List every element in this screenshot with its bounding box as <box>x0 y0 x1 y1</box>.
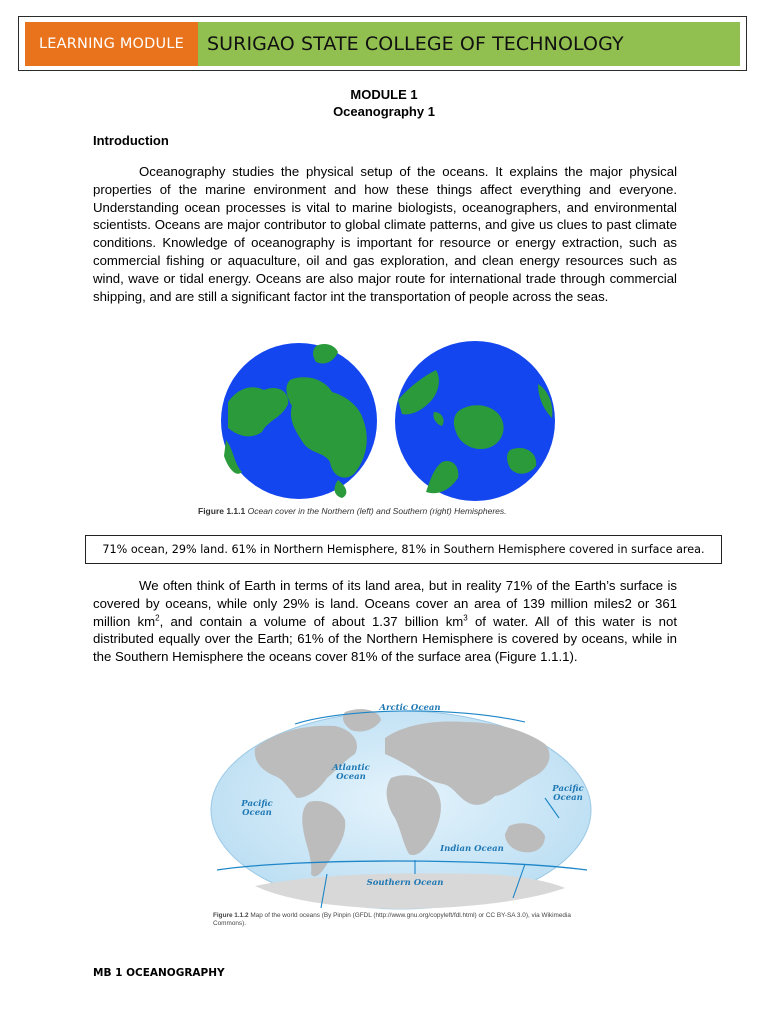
figure-caption-text: Ocean cover in the Northern (left) and Southern (right) Hemispheres. <box>247 506 507 516</box>
figure-caption-1-1-2 <box>213 912 603 928</box>
pacific-ocean-left-label-line2: Ocean <box>242 808 272 818</box>
summary-note-box: 71% ocean, 29% land. 61% in Northern Hemisphere, 81% in Southern Hemisphere covered in surface area. <box>85 535 722 564</box>
paragraph-text-1: We often think of Earth in terms of its land area, but in reality 71% of the Earth’s surface is covered by oceans, while only 29% is land. Oceans cover an area of 139 million miles2 or 361 million km <box>93 578 677 629</box>
atlantic-ocean-label-line2: Ocean <box>336 772 366 782</box>
southern-hemisphere-globe <box>395 341 555 501</box>
module-header <box>18 16 747 71</box>
introduction-paragraph: Oceanography studies the physical setup of the oceans. It explains the major physical properties of the marine environment and how these things affect everything and everyone. Understanding ocean processes is vital to marine biologists, oceanographers, and environmental scientists. Oceans are major contributor to global climate patterns, and give us clues to past climate conditions. Knowledge of oceanography is important for resource or energy extraction, such as commercial fishing or aquaculture, oil and gas exploration, and clean energy resources such as wind, wave or tidal energy. Oceans are also major route for international trade through commercial shipping, and are still a significant factor int the transportation of people across the seas. <box>93 164 677 304</box>
module-title: Oceanography 1 <box>333 104 435 119</box>
hemispheres-figure <box>220 340 570 502</box>
pacific-ocean-left-label-line1: Pacific <box>241 799 273 809</box>
map-figure-label: Figure 1.1.2 <box>213 912 249 919</box>
figure-caption-1-1-1 <box>198 506 543 517</box>
map-figure-caption-text: Map of the world oceans (By Pinpin (GFDL (http://www.gnu.org/copyleft/fdl.html) or CC BY-SA 3.0), via Wikimedia Commons). <box>213 912 571 927</box>
southern-ocean-label: Southern Ocean <box>366 878 444 888</box>
page-footer: MB 1 OCEANOGRAPHY <box>93 967 225 979</box>
arctic-ocean-label: Arctic Ocean <box>379 703 441 713</box>
indian-ocean-label: Indian Ocean <box>440 844 504 854</box>
pacific-ocean-right-label-line1: Pacific <box>552 784 584 794</box>
northern-hemisphere-globe <box>221 343 377 499</box>
superscript-2: 2 <box>155 613 160 623</box>
learning-module-label: LEARNING MODULE <box>25 22 198 66</box>
pacific-ocean-right-label-line2: Ocean <box>553 793 583 803</box>
college-title: SURIGAO STATE COLLEGE OF TECHNOLOGY <box>198 22 740 66</box>
module-number: MODULE 1 <box>350 87 418 102</box>
figure-label: Figure 1.1.1 <box>198 506 246 516</box>
paragraph-text-3: of water. All of this water is not distributed equally over the Earth; 61% of the Northern Hemisphere is covered by oceans, while in the Southern Hemisphere the oceans cover 81% of the surface area (Figure 1.1.1). <box>93 613 677 665</box>
introduction-heading: Introduction <box>93 133 169 148</box>
superscript-3: 3 <box>463 613 468 623</box>
paragraph-text-2: , and contain a volume of about 1.37 billion km <box>159 613 464 629</box>
ocean-coverage-paragraph <box>93 577 677 666</box>
atlantic-ocean-label-line1: Atlantic <box>332 763 370 773</box>
world-oceans-map <box>195 698 608 910</box>
